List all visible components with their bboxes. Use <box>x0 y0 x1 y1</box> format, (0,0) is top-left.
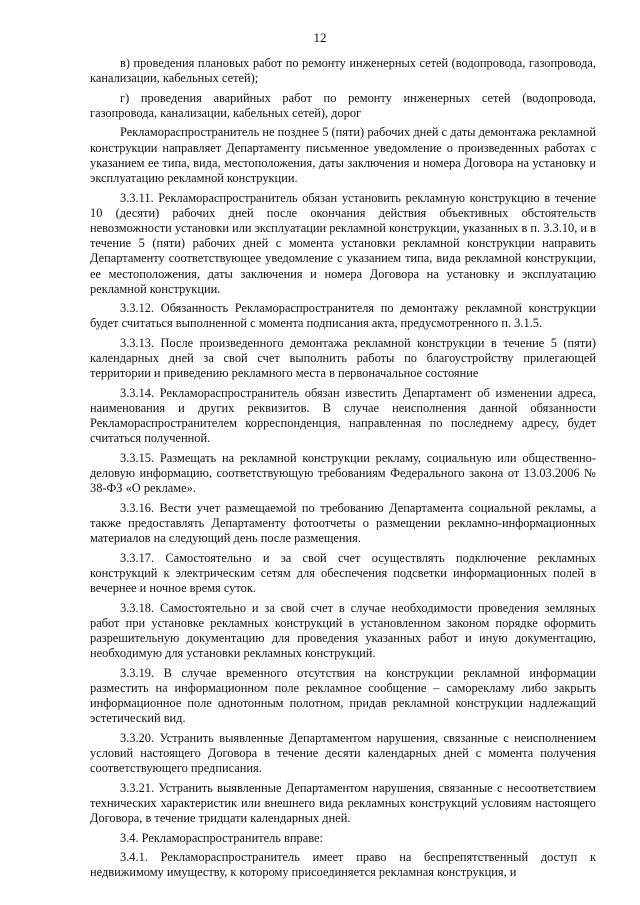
paragraph-3-3-16: 3.3.16. Вести учет размещаемой по требованию Департамента социальной рекламы, а также предоставлять Департаменту фотоотчеты о размещении рекламно-информационных материалов на следующий день после размещения. <box>90 500 596 546</box>
paragraph-3-3-19: 3.3.19. В случае временного отсутствия на конструкции рекламной информации разместить на информационном поле рекламное сообщение – саморекламу либо закрыть информационное поле однотонным полотном, придав рекламной конструкции надлежащий эстетический вид. <box>90 665 596 726</box>
paragraph-g-emergency-repairs: г) проведения аварийных работ по ремонту инженерных сетей (водопровода, газопровода, канализации, кабельных сетей), дорог <box>90 90 596 120</box>
document-body <box>90 56 596 885</box>
paragraph-3-3-20: 3.3.20. Устранить выявленные Департаментом нарушения, связанные с неисполнением условий настоящего Договора в течение десяти календарных дней с момента получения соответствующего предписания. <box>90 730 596 776</box>
paragraph-3-3-15: 3.3.15. Размещать на рекламной конструкции рекламу, социальную или общественно-деловую информацию, соответствующую требованиям Федерального закона от 13.03.2006 № 38-ФЗ «О рекламе». <box>90 450 596 496</box>
paragraph-v-planned-repairs: в) проведения плановых работ по ремонту инженерных сетей (водопровода, газопровода, канализации, кабельных сетей); <box>90 56 596 86</box>
paragraph-3-3-13: 3.3.13. После произведенного демонтажа рекламной конструкции в течение 5 (пяти) календарных дней за свой счет выполнить работы по благоустройству прилегающей территории и приведению рекламного места в первоначальное состояние <box>90 335 596 381</box>
paragraph-3-3-12: 3.3.12. Обязанность Рекламораспространителя по демонтажу рекламной конструкции будет считаться выполненной с момента подписания акта, предусмотренного п. 3.1.5. <box>90 301 596 331</box>
paragraph-dismantling-notice: Рекламораспространитель не позднее 5 (пяти) рабочих дней с даты демонтажа рекламной конструкции направляет Департаменту письменное уведомление о произведенных работах с указанием ее типа, вида, местоположения, даты заключения и номера Договора на установку и эксплуатацию рекламной конструкции. <box>90 125 596 186</box>
paragraph-3-3-11: 3.3.11. Рекламораспространитель обязан установить рекламную конструкцию в течение 10 (десяти) рабочих дней после окончания действия объективных обстоятельств невозможности установки или эксплуатации рекламной конструкции, указанных в п. 3.3.10, и в течение 5 (пяти) рабочих дней с момента установки рекламной конструкции направить Департаменту соответствующее уведомление с указанием типа, вида рекламной конструкции, ее местоположения, даты заключения и номера Договора на установку и эксплуатацию рекламной конструкции. <box>90 190 596 296</box>
paragraph-3-4-1: 3.4.1. Рекламораспространитель имеет право на беспрепятственный доступ к недвижимому имуществу, к которому присоединяется рекламная конструкция, и <box>90 850 596 880</box>
paragraph-3-3-14: 3.3.14. Рекламораспространитель обязан известить Департамент об изменении адреса, наименования и других реквизитов. В случае неисполнения данной обязанности Рекламораспространителем корреспонденция, направленная по последнему адресу, будет считаться полученной. <box>90 385 596 446</box>
paragraph-3-3-21: 3.3.21. Устранить выявленные Департаментом нарушения, связанные с несоответствием технических характеристик или внешнего вида рекламных конструкций условиям настоящего Договора, в течение тридцати календарных дней. <box>90 780 596 826</box>
paragraph-3-4: 3.4. Рекламораспространитель вправе: <box>120 830 323 845</box>
paragraph-3-3-18: 3.3.18. Самостоятельно и за свой счет в случае необходимости проведения земляных работ при установке рекламных конструкций в установленном законом порядке оформить разрешительную документацию для проведения указанных работ и иную документацию, необходимую для установки рекламных конструкций. <box>90 600 596 661</box>
paragraph-3-3-17: 3.3.17. Самостоятельно и за свой счет осуществлять подключение рекламных конструкций к электрическим сетям для обеспечения подсветки информационных полей в вечернее и ночное время суток. <box>90 550 596 596</box>
page-number: 12 <box>313 30 327 45</box>
